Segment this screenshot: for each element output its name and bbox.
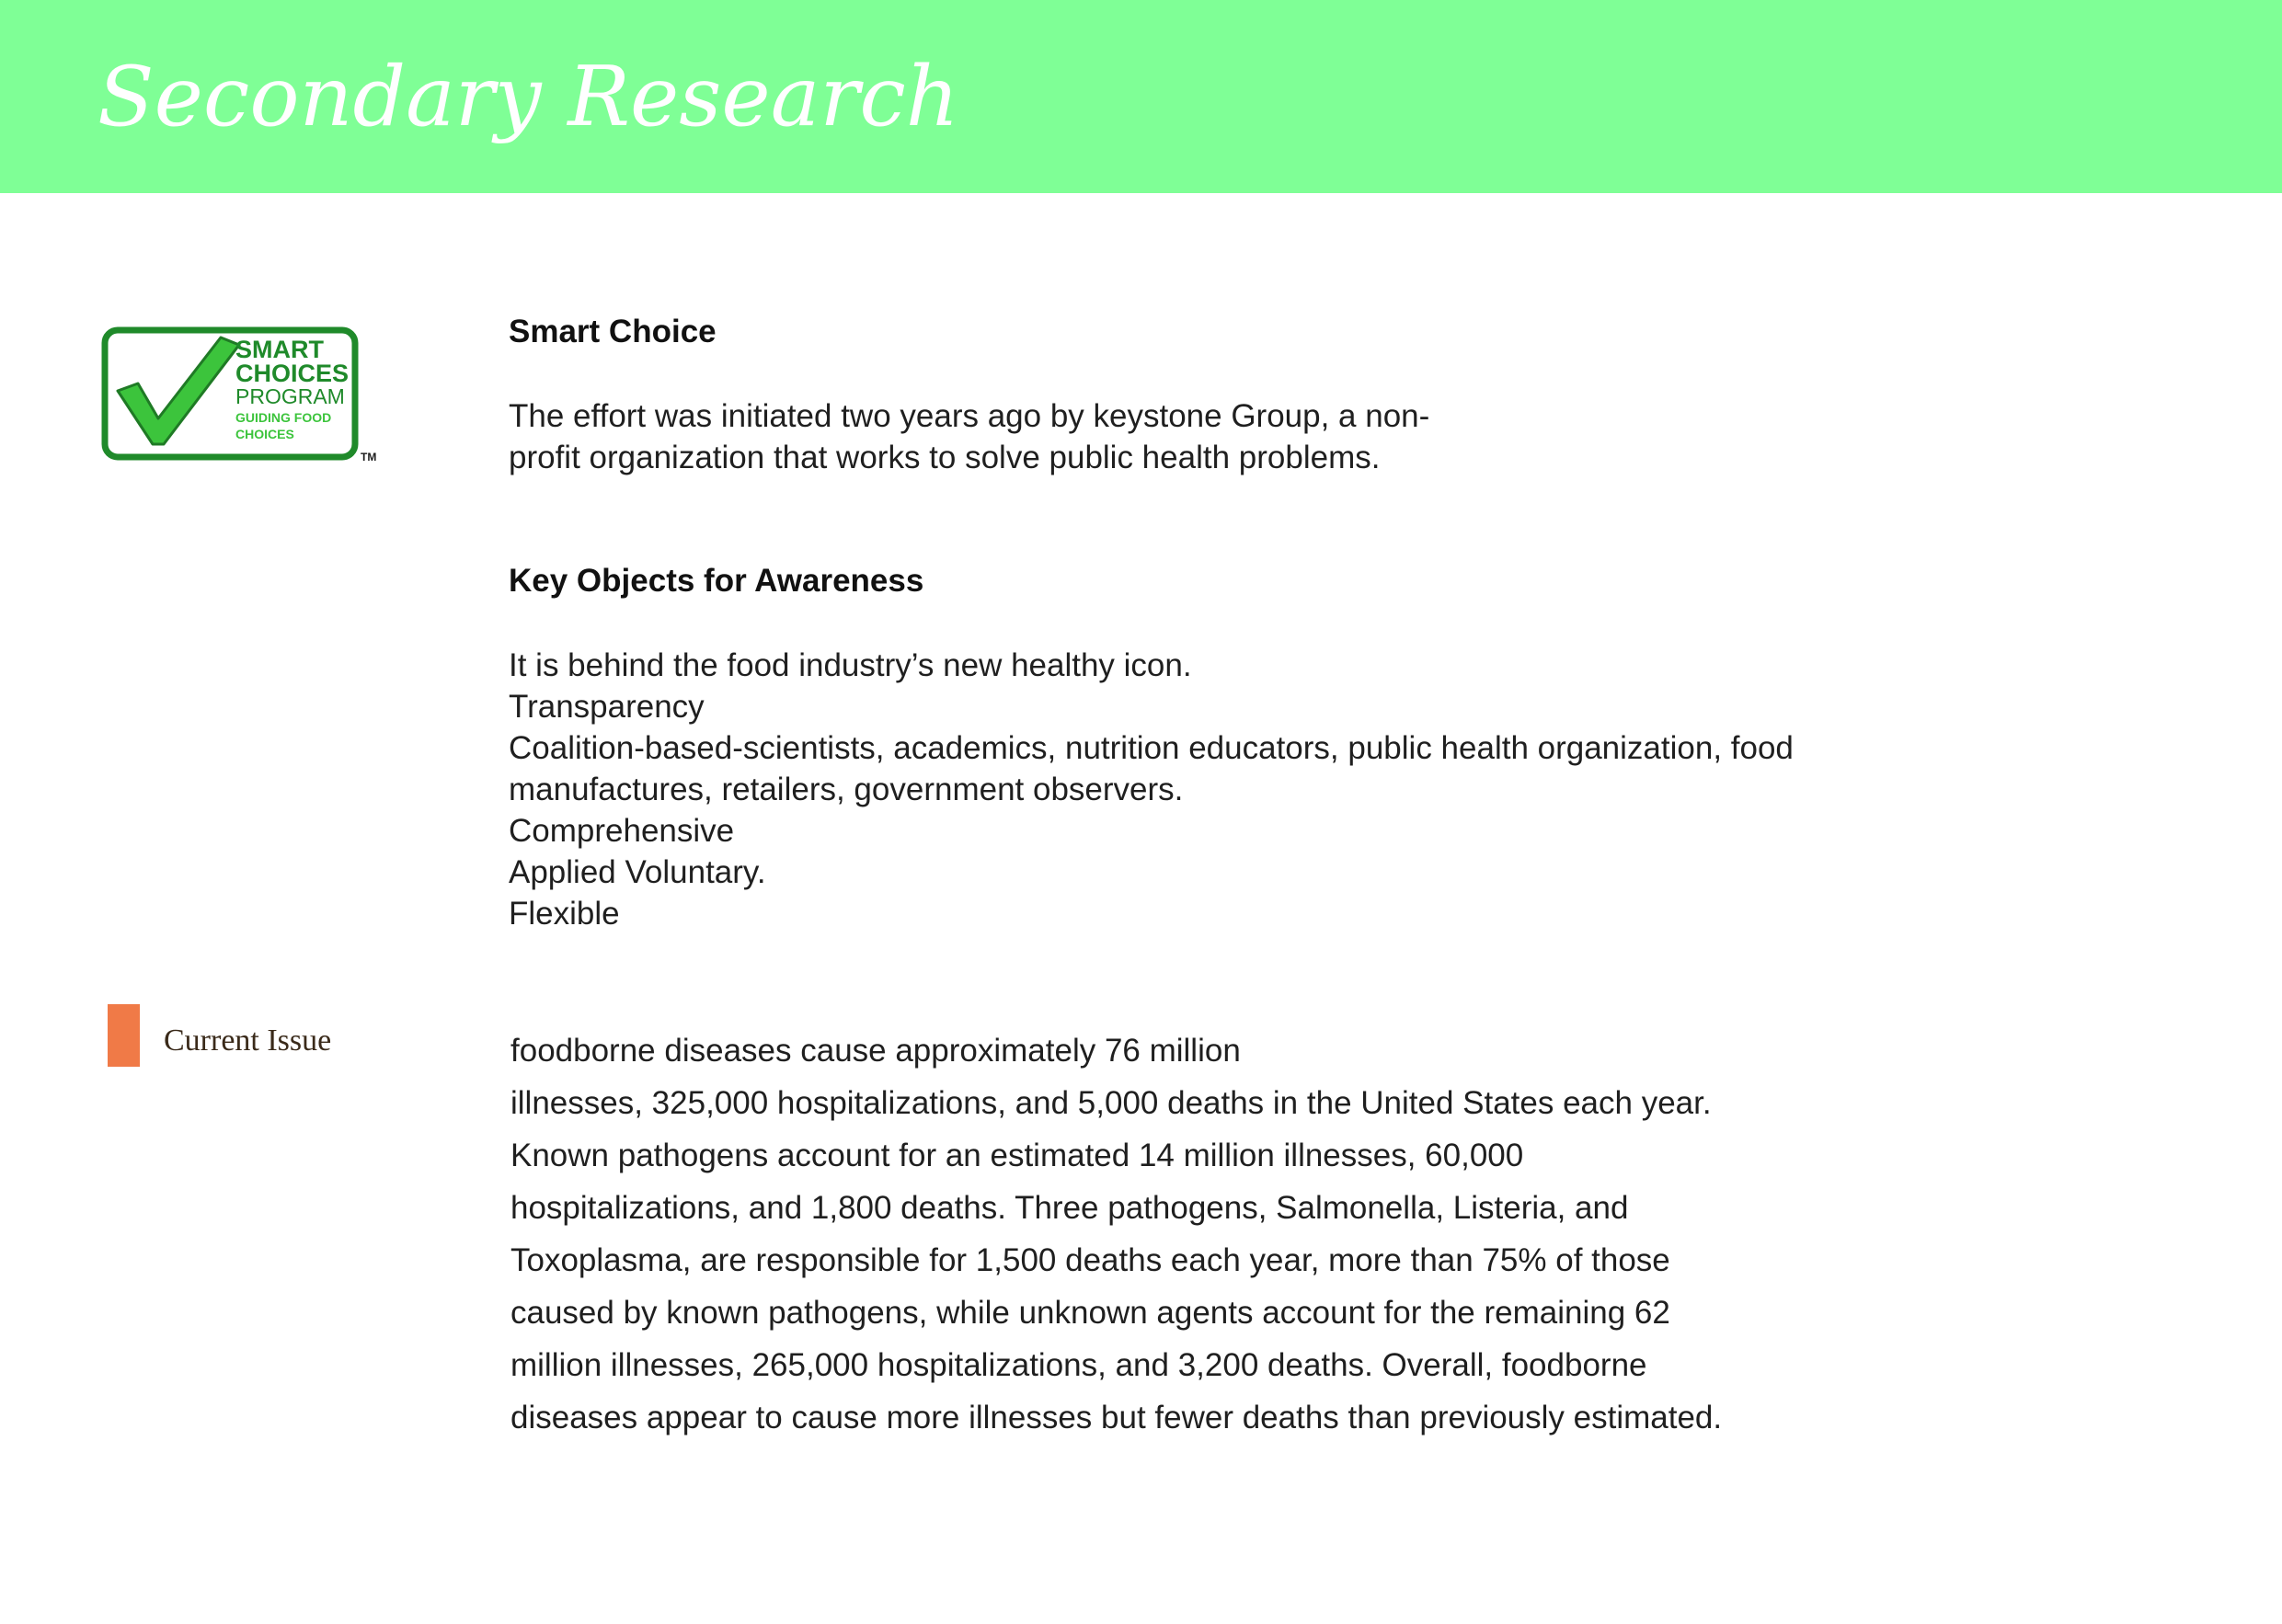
page-title: Secondary Research xyxy=(97,49,959,145)
key-objects-list xyxy=(509,645,1794,934)
logo-line-choices: CHOICES xyxy=(235,360,350,387)
paragraph-line: profit organization that works to solve public health problems. xyxy=(509,440,1381,475)
paragraph-line: Known pathogens account for an estimated 14 million illnesses, 60,000 xyxy=(510,1138,1524,1173)
list-item: Flexible xyxy=(509,896,620,932)
current-issue-label: Current Issue xyxy=(164,1024,332,1058)
logo-line-guiding: GUIDING FOOD xyxy=(235,410,332,425)
paragraph-line: million illnesses, 265,000 hospitalizations, and 3,200 deaths. Overall, foodborne xyxy=(510,1347,1647,1383)
list-item: manufactures, retailers, government observers. xyxy=(509,772,1184,807)
logo-trademark: TM xyxy=(361,451,377,463)
key-objects-heading: Key Objects for Awareness xyxy=(509,563,924,599)
smart-choice-paragraph xyxy=(509,395,1429,478)
current-issue-paragraph xyxy=(510,1024,1722,1444)
list-item: It is behind the food industry’s new healthy icon. xyxy=(509,647,1192,683)
smart-choice-heading: Smart Choice xyxy=(509,314,717,349)
paragraph-line: Toxoplasma, are responsible for 1,500 deaths each year, more than 75% of those xyxy=(510,1242,1670,1278)
current-issue-marker xyxy=(108,1004,140,1067)
list-item: Coalition-based-scientists, academics, nutrition educators, public health organization, food xyxy=(509,730,1794,766)
list-item: Comprehensive xyxy=(509,813,735,849)
paragraph-line: The effort was initiated two years ago by keystone Group, a non- xyxy=(509,398,1430,434)
logo-line-program: PROGRAM xyxy=(235,384,345,408)
paragraph-line: caused by known pathogens, while unknown agents account for the remaining 62 xyxy=(510,1295,1670,1331)
paragraph-line: diseases appear to cause more illnesses but fewer deaths than previously estimated. xyxy=(510,1400,1723,1435)
smart-choices-logo xyxy=(101,326,386,464)
logo-line-food-choices: CHOICES xyxy=(235,427,294,441)
logo-line-smart: SMART xyxy=(235,336,324,363)
paragraph-line: illnesses, 325,000 hospitalizations, and 5,000 deaths in the United States each year. xyxy=(510,1085,1712,1121)
paragraph-line: foodborne diseases cause approximately 76 million xyxy=(510,1033,1241,1069)
paragraph-line: hospitalizations, and 1,800 deaths. Three pathogens, Salmonella, Listeria, and xyxy=(510,1190,1629,1226)
list-item: Transparency xyxy=(509,689,705,725)
list-item: Applied Voluntary. xyxy=(509,854,766,890)
